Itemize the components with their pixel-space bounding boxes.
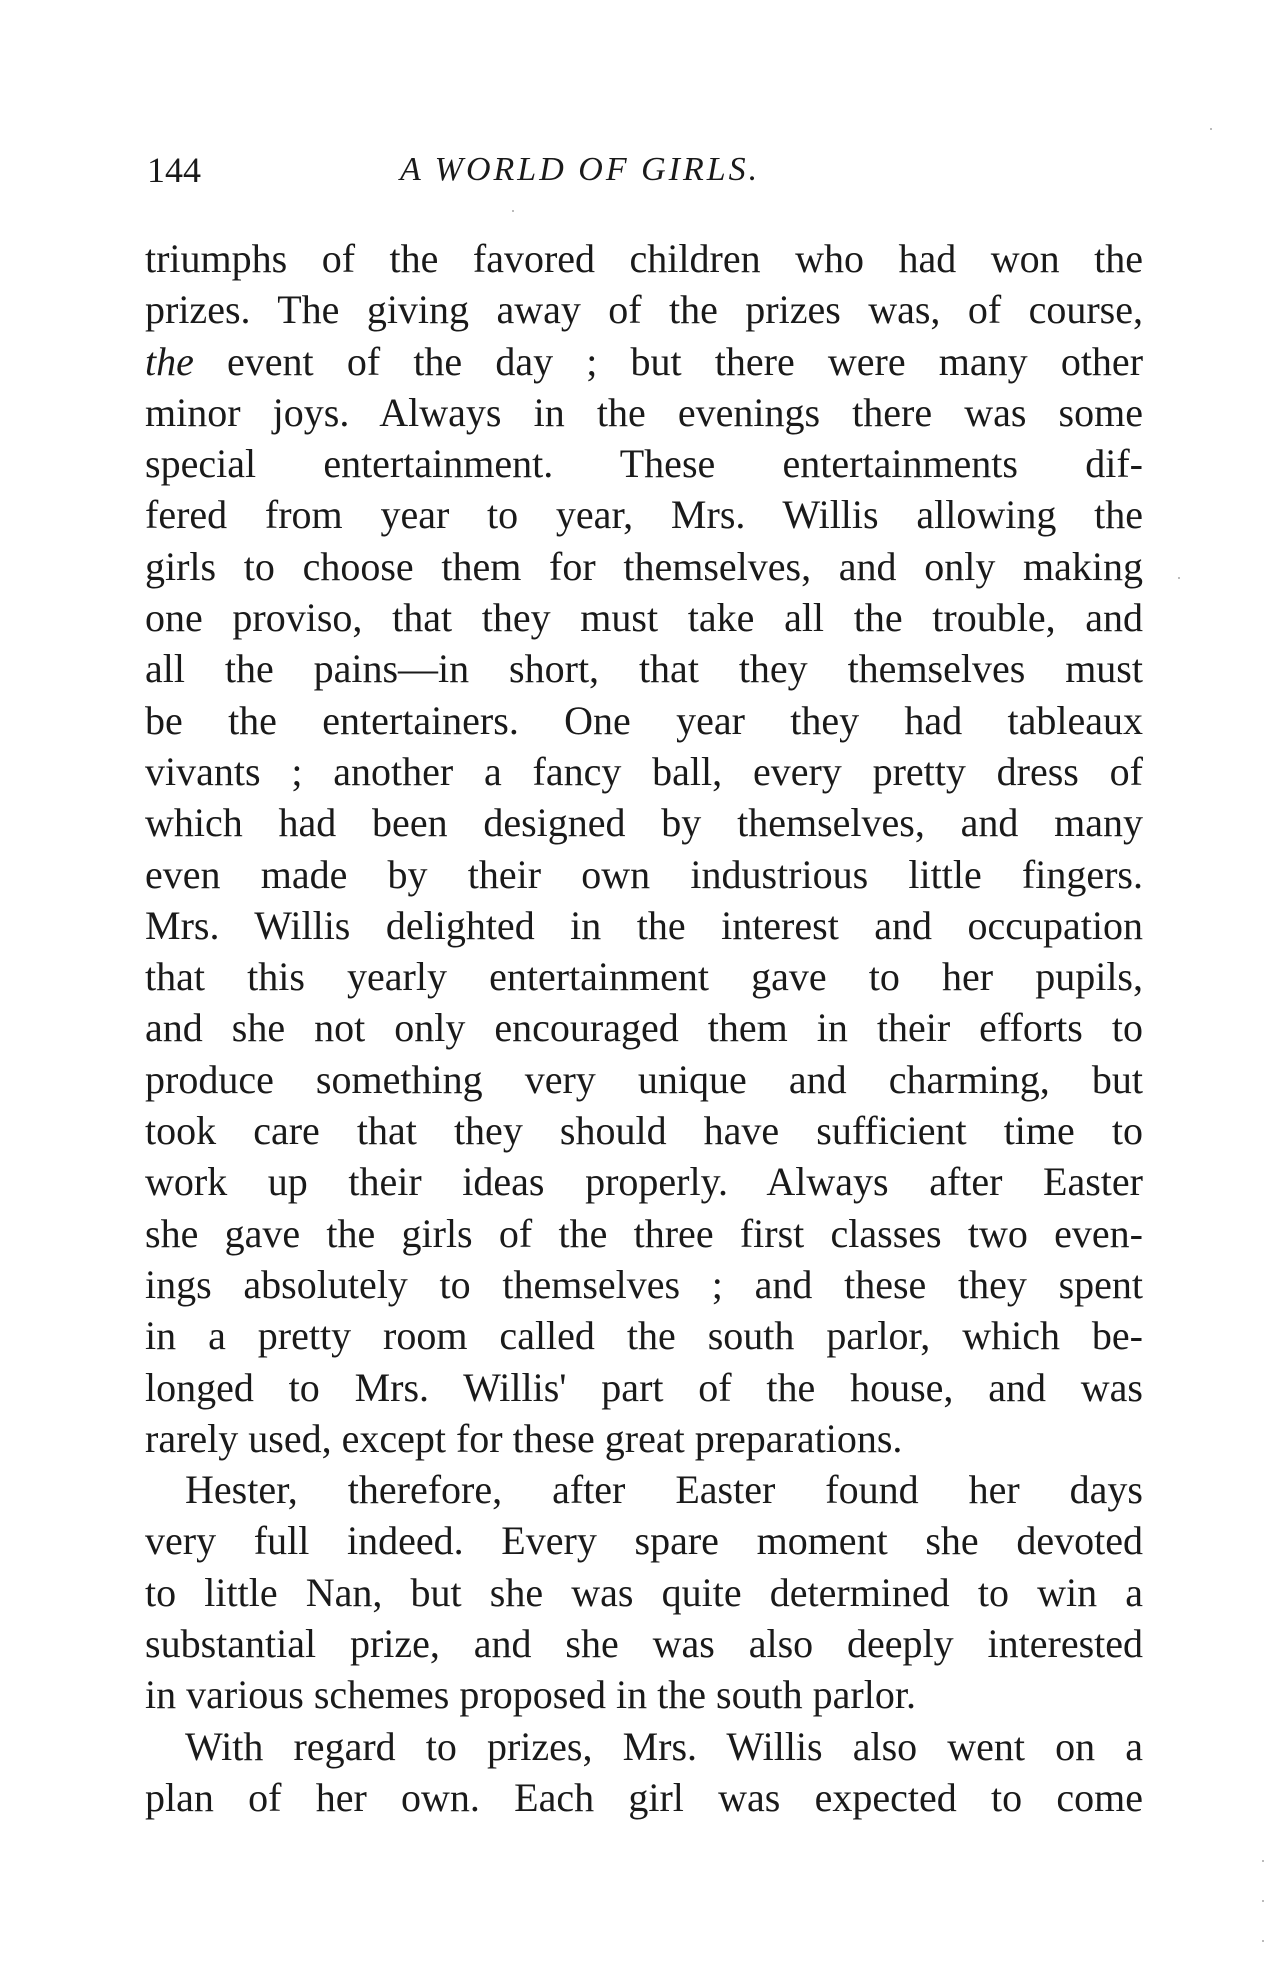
text-line bbox=[145, 336, 1143, 387]
text-line: special entertainment. These entertainments dif- bbox=[145, 441, 1143, 487]
scan-speck bbox=[1262, 1860, 1264, 1862]
text-line: that this yearly entertainment gave to her pupils, bbox=[145, 954, 1143, 1000]
text-line: With regard to prizes, Mrs. Willis also went on a bbox=[185, 1723, 1143, 1769]
emphasized-word: the bbox=[145, 338, 194, 384]
text-line: in various schemes proposed in the south parlor. bbox=[145, 1672, 916, 1718]
text-line-rest: event of the day ; but there were many other bbox=[227, 338, 1144, 384]
scan-speck bbox=[1262, 1900, 1264, 1902]
text-line: to little Nan, but she was quite determined to win a bbox=[145, 1569, 1143, 1615]
text-line: ings absolutely to themselves ; and these they spent bbox=[145, 1261, 1143, 1307]
text-line: very full indeed. Every spare moment she devoted bbox=[145, 1518, 1143, 1564]
scan-speck bbox=[1262, 1940, 1264, 1942]
text-line: girls to choose them for themselves, and only making bbox=[145, 543, 1143, 589]
text-line: rarely used, except for these great preparations. bbox=[145, 1415, 903, 1461]
text-line: all the pains—in short, that they themselves must bbox=[145, 646, 1143, 692]
running-title: A WORLD OF GIRLS. bbox=[400, 151, 761, 188]
scan-speck bbox=[1178, 577, 1180, 579]
scan-speck bbox=[512, 210, 514, 212]
text-line: fered from year to year, Mrs. Willis allowing the bbox=[145, 492, 1143, 538]
text-line: substantial prize, and she was also deeply interested bbox=[145, 1621, 1143, 1667]
text-line: be the entertainers. One year they had tableaux bbox=[145, 697, 1143, 743]
text-line: vivants ; another a fancy ball, every pretty dress of bbox=[145, 748, 1143, 794]
text-line: triumphs of the favored children who had won the bbox=[145, 236, 1143, 281]
text-line: prizes. The giving away of the prizes was, of course, bbox=[145, 287, 1143, 333]
text-line: minor joys. Always in the evenings there was some bbox=[145, 389, 1143, 435]
text-line: she gave the girls of the three first classes two even- bbox=[145, 1210, 1143, 1256]
text-line: even made by their own industrious little fingers. bbox=[145, 851, 1143, 897]
text-line: in a pretty room called the south parlor, which be- bbox=[145, 1313, 1143, 1359]
text-line: produce something very unique and charming, but bbox=[145, 1056, 1143, 1102]
scan-speck bbox=[1210, 128, 1212, 130]
text-line: which had been designed by themselves, and many bbox=[145, 800, 1143, 846]
text-line: and she not only encouraged them in their efforts to bbox=[145, 1005, 1143, 1051]
text-line: longed to Mrs. Willis' part of the house, and was bbox=[145, 1364, 1143, 1410]
text-line: work up their ideas properly. Always after Easter bbox=[145, 1159, 1143, 1205]
text-line: one proviso, that they must take all the trouble, and bbox=[145, 595, 1143, 641]
text-line: plan of her own. Each girl was expected to come bbox=[145, 1774, 1143, 1820]
text-line: Hester, therefore, after Easter found her days bbox=[185, 1467, 1143, 1513]
text-line: took care that they should have sufficient time to bbox=[145, 1108, 1143, 1154]
page-number: 144 bbox=[147, 150, 201, 190]
body-text bbox=[145, 233, 1143, 1823]
text-line: Mrs. Willis delighted in the interest and occupation bbox=[145, 902, 1143, 948]
